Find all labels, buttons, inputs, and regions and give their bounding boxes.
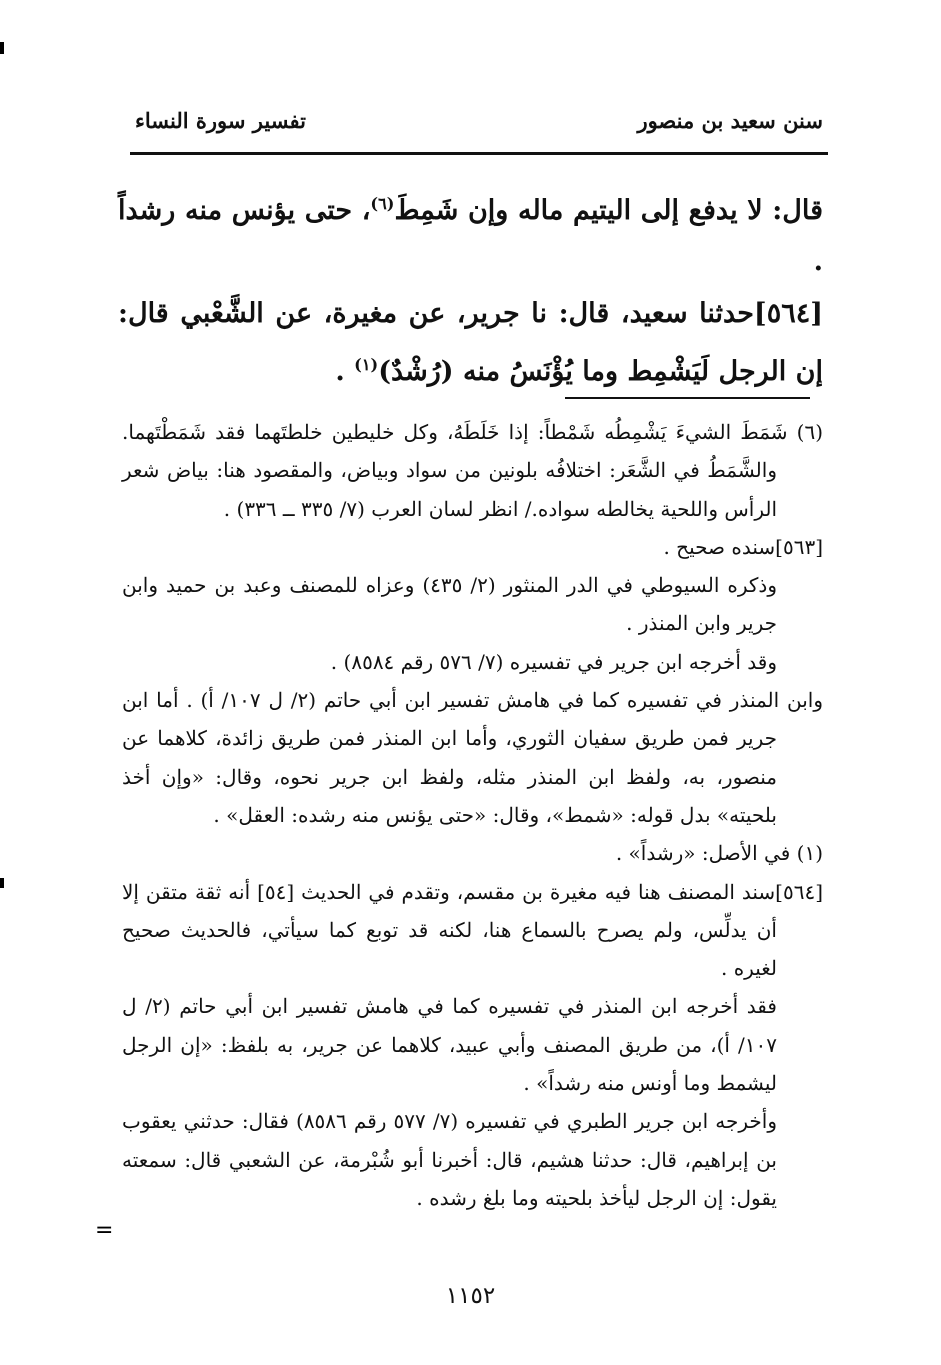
- note-564-ibn-mundhir: فقد أخرجه ابن المنذر في تفسيره كما في هامش تفسير ابن أبي حاتم (٢/ ل ١٠٧/ أ)، من طريق المصنف وأبي عبيد، كلاهما عن جرير، به بلفظ: «إن الرجل ليشمط وما أونس منه رشداً» .: [122, 994, 777, 1096]
- running-header-section-title: تفسير سورة النساء: [135, 108, 306, 133]
- main-text: [118, 178, 823, 397]
- footnotes: [122, 413, 823, 1217]
- running-header-book-title: سنن سعيد بن منصور: [637, 108, 823, 133]
- header-rule: [130, 152, 828, 155]
- footnote-separator: [565, 397, 810, 399]
- footnote-ref-6: (٦): [370, 194, 395, 213]
- hadith-text: حدثنا سعيد، قال: نا جرير، عن مغيرة، عن الشَّعْبي قال: إن الرجل لَيَشْمِط وما يُؤْنَسُ منه (رُشْدٌ): [118, 298, 823, 387]
- main-line-text: قال: لا يدفع إلى اليتيم ماله وإن شَمِطَ: [394, 195, 823, 226]
- note-563-ibn-mundhir: وابن المنذر في تفسيره كما في هامش تفسير ابن أبي حاتم (٢/ ل ١٠٧/ أ) . أما ابن جرير فمن طريق سفيان الثوري، وأما ابن المنذر فمن طريق زائدة، كلاهما عن منصور، به، ولفظ ابن المنذر مثله، ولفظ ابن جرير نحوه، وقال: «وإن أخذ بلحيته» بدل قوله: «شمط»، وقال: «حتى يؤنس منه رشده: العقل» .: [122, 688, 824, 827]
- hadith-paragraph-564: [118, 288, 823, 397]
- hadith-tail: .: [335, 356, 355, 387]
- margin-mark-middle: [0, 878, 4, 888]
- main-line-tail: ، حتى يؤنس منه رشداً .: [118, 195, 823, 277]
- note-563-ibn-jarir: وقد أخرجه ابن جرير في تفسيره (٧/ ٥٧٦ رقم ٨٥٨٤) .: [330, 649, 777, 674]
- note-564-isnad: [٥٦٤]سند المصنف هنا فيه مغيرة بن مقسم، وتقدم في الحديث [٥٤] أنه ثقة متقن إلا أن يدلِّس، ولم يصرح بالسماع هنا، لكنه قد توبع كما سيأتي، فالحديث صحيح لغيره .: [122, 879, 823, 981]
- page-number: ١١٥٢: [445, 1283, 496, 1309]
- footnote-ref-1: (١): [354, 355, 379, 374]
- footnote-6: (٦) شَمَطَ الشيءَ يَشْمِطُه شَمْطاً: إذا خَلَطَهُ، وكل خليطين خلطتَهما فقد شَمَطْتَهما. والشَّمَطُ في الشَّعَر: اختلافُه بلونين من سواد وبياض، والمقصود هنا: بياض شعر الرأس واللحية يخالطه سواده./ انظر لسان العرب (٧/ ٣٣٥ ــ ٣٣٦) .: [122, 420, 823, 521]
- hadith-number: [٥٦٤]: [753, 298, 823, 329]
- main-paragraph-1: [118, 178, 823, 287]
- note-563-suyuti: وذكره السيوطي في الدر المنثور (٢/ ٤٣٥) وعزاه للمصنف وعبد بن حميد وابن جرير وابن المنذر .: [122, 573, 777, 636]
- note-563-grading: [٥٦٣]سنده صحيح .: [663, 534, 823, 559]
- margin-mark-top: [0, 42, 4, 54]
- footnote-1: (١) في الأصل: «رشداً» .: [615, 841, 823, 866]
- note-564-tabari: وأخرجه ابن جرير الطبري في تفسيره (٧/ ٥٧٧ رقم ٨٥٨٦) فقال: حدثني يعقوب بن إبراهيم، قال: حدثنا هشيم، قال: أخبرنا أبو شُبْرمة، عن الشعبي قال: سمعته يقول: إن الرجل ليأخذ بلحيته وما بلغ رشده .: [122, 1109, 777, 1210]
- margin-equals-mark: =: [95, 1218, 114, 1243]
